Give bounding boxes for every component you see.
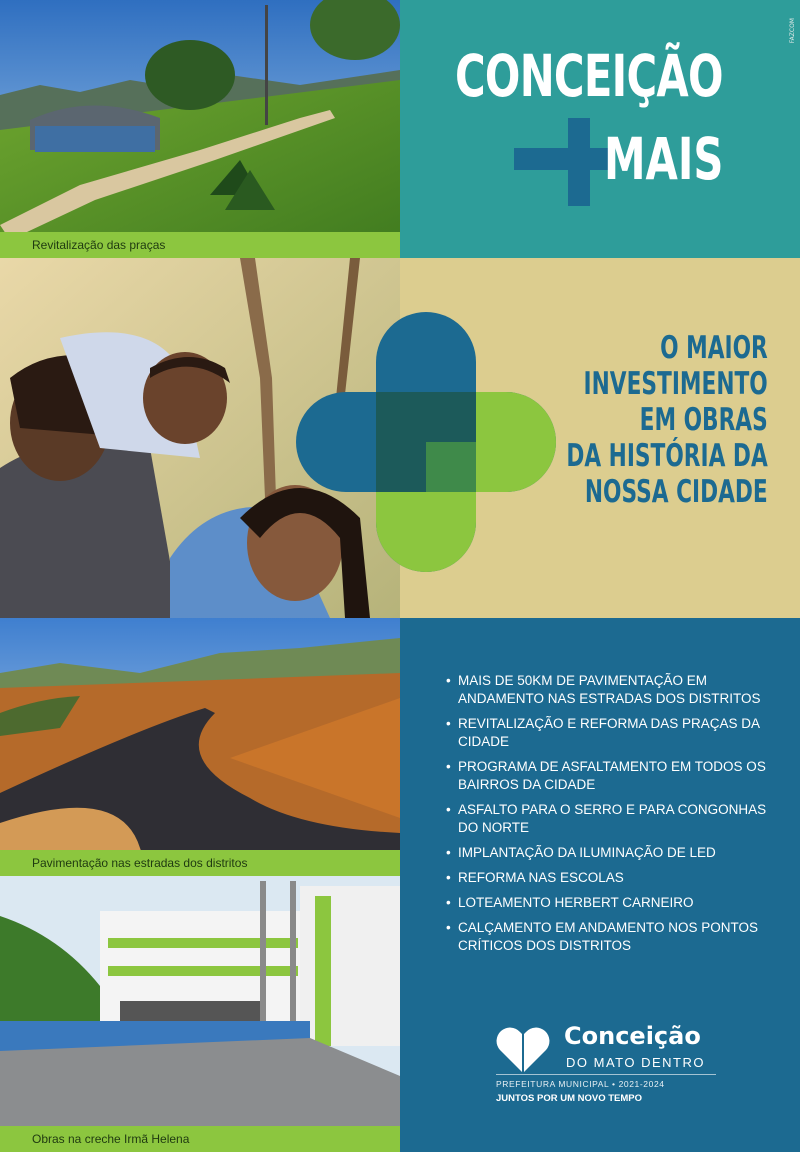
logo-prefeitura: PREFEITURA MUNICIPAL • 2021-2024 (496, 1079, 665, 1089)
achievement-item: • IMPLANTAÇÃO DA ILUMINAÇÃO DE LED (446, 844, 786, 862)
title-panel (400, 0, 800, 258)
achievement-item: • LOTEAMENTO HERBERT CARNEIRO (446, 894, 786, 912)
logo-subtitle: DO MATO DENTRO (566, 1055, 705, 1070)
title-plus-horizontal (514, 148, 610, 170)
headline-line-2: INVESTIMENTO (583, 366, 768, 402)
headline-line-4: DA HISTÓRIA DA (566, 438, 768, 474)
headline-line-3: EM OBRAS (639, 402, 768, 438)
achievement-item: • REFORMA NAS ESCOLAS (446, 869, 786, 887)
road-caption: Pavimentação nas estradas dos distritos (0, 850, 400, 876)
plus-emblem-icon (296, 312, 556, 572)
achievement-item: • ASFALTO PARA O SERRO E PARA CONGONHAS DO NORTE (446, 801, 786, 837)
achievement-item: • CALÇAMENTO EM ANDAMENTO NOS PONTOS CRÍTICOS DOS DISTRITOS (446, 919, 786, 955)
achievement-item: • MAIS DE 50KM DE PAVIMENTAÇÃO EM ANDAMENTO NAS ESTRADAS DOS DISTRITOS (446, 672, 786, 708)
creche-caption: Obras na creche Irmã Helena (0, 1126, 400, 1152)
praca-caption: Revitalização das praças (0, 232, 400, 258)
title-line-1: CONCEIÇÃO (455, 42, 723, 110)
logo-tagline: JUNTOS POR UM NOVO TEMPO (496, 1093, 643, 1104)
achievements-list (446, 672, 786, 962)
agency-stamp: FAZCOM (789, 18, 796, 44)
logo-divider (496, 1074, 716, 1075)
headline-line-5: NOSSA CIDADE (585, 474, 768, 510)
headline-line-1: O MAIOR (660, 330, 768, 366)
praca-illustration (0, 0, 400, 258)
road-illustration (0, 618, 400, 876)
municipality-logo (496, 1022, 796, 1132)
title-line-2: MAIS (604, 125, 724, 193)
road-photo (0, 618, 400, 876)
achievement-item: • REVITALIZAÇÃO E REFORMA DAS PRAÇAS DA CIDADE (446, 715, 786, 751)
creche-photo (0, 876, 400, 1152)
heart-icon (496, 1026, 550, 1074)
achievements-panel (400, 618, 800, 1152)
logo-name: Conceição (564, 1022, 701, 1050)
creche-illustration (0, 876, 400, 1152)
achievement-item: • PROGRAMA DE ASFALTAMENTO EM TODOS OS BAIRROS DA CIDADE (446, 758, 786, 794)
praca-photo (0, 0, 400, 258)
